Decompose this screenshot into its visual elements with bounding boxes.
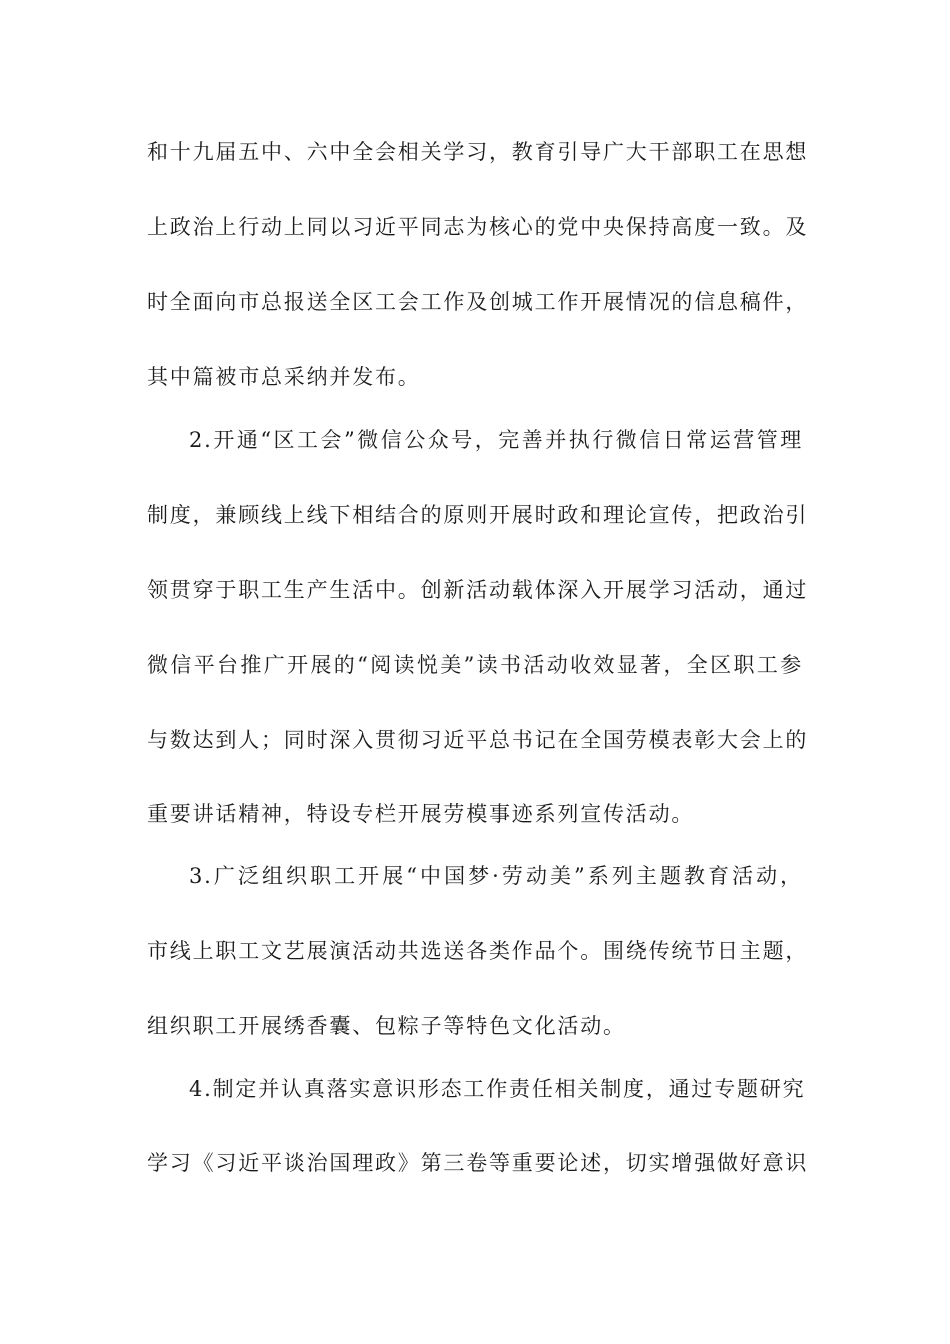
text-line-2: 上政治上行动上同以习近平同志为核心的党中央保持高度一致。及 — [147, 215, 809, 239]
text-line-15: 学习《习近平谈治国理政》第三卷等重要论述，切实增强做好意识 — [147, 1151, 809, 1175]
text-line-8: 微信平台推广开展的“阅读悦美”读书活动收效显著，全区职工参 — [147, 653, 803, 677]
text-line-13: 组织职工开展绣香囊、包粽子等特色文化活动。 — [147, 1014, 626, 1038]
text-line-6: 制度，兼顾线上线下相结合的原则开展时政和理论宣传，把政治引 — [147, 503, 809, 527]
paragraph-4-first-line: 4.制定并认真落实意识形态工作责任相关制度，通过专题研究 — [189, 1077, 806, 1101]
text-line-4: 其中篇被市总采纳并发布。 — [147, 365, 421, 389]
paragraph-2-first-line: 2.开通“区工会”微信公众号，完善并执行微信日常运营管理 — [189, 428, 803, 452]
text-line-9: 与数达到人；同时深入贯彻习近平总书记在全国劳模表彰大会上的 — [147, 728, 809, 752]
text-line-7: 领贯穿于职工生产生活中。创新活动载体深入开展学习活动，通过 — [147, 578, 809, 602]
text-line-1: 和十九届五中、六中全会相关学习，教育引导广大干部职工在思想 — [147, 140, 809, 164]
text-line-3: 时全面向市总报送全区工会工作及创城工作开展情况的信息稿件， — [147, 290, 809, 314]
text-line-10: 重要讲话精神，特设专栏开展劳模事迹系列宣传活动。 — [147, 802, 695, 826]
paragraph-3-first-line: 3.广泛组织职工开展“中国梦·劳动美”系列主题教育活动， — [189, 864, 803, 888]
text-line-12: 市线上职工文艺展演活动共选送各类作品个。围绕传统节日主题， — [147, 939, 809, 963]
